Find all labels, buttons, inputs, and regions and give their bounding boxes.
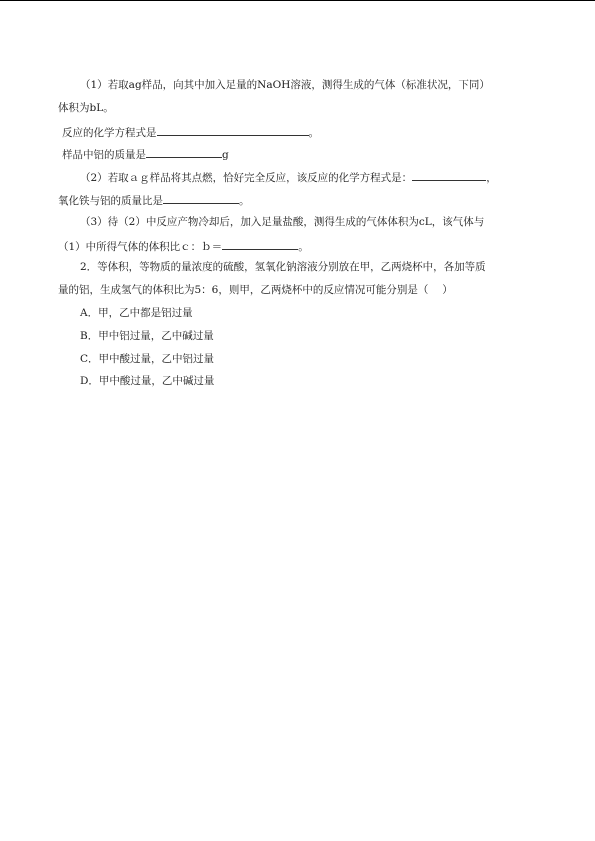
q2-line2-end: 。: [239, 195, 250, 207]
q3-line2-end: 。: [298, 241, 309, 253]
q2-line2: [58, 192, 250, 208]
q1-mass-label: 样品中铝的质量是: [62, 149, 146, 161]
q3-line1: （3）待（2）中反应产物冷却后，加入足量盐酸，测得生成的气体体积为cL，该气体与: [80, 216, 485, 228]
q2-line1-end: ，: [486, 172, 497, 184]
q2-equation-blank[interactable]: [412, 169, 486, 181]
problem2-line2: 量的铝，生成氢气的体积比为5：6，则甲，乙两烧杯中的反应情况可能分别是（ ）: [58, 284, 453, 296]
q3-line2: [58, 238, 309, 254]
q3-ratio-blank[interactable]: [222, 238, 298, 250]
q1-equation-blank[interactable]: [157, 124, 309, 136]
option-a[interactable]: A．甲，乙中都是铝过量: [80, 307, 193, 319]
q1-mass-blank[interactable]: [146, 146, 222, 158]
q2-ratio-blank[interactable]: [163, 192, 239, 204]
q1-mass-row: [62, 146, 229, 162]
q1-mass-unit: g: [222, 149, 229, 161]
q2-line1: [80, 169, 497, 185]
problem2-line1: 2．等体积，等物质的量浓度的硫酸，氢氧化钠溶液分别放在甲，乙两烧杯中，各加等质: [80, 261, 486, 273]
option-b[interactable]: B．甲中铝过量，乙中碱过量: [80, 330, 214, 342]
q3-line2-text: （1）中所得气体的体积比ｃ：ｂ＝: [58, 241, 223, 253]
q1-equation-end: 。: [308, 127, 319, 139]
option-c[interactable]: C．甲中酸过量，乙中铝过量: [80, 353, 215, 365]
q1-line2: 体积为bL。: [58, 102, 114, 114]
option-d[interactable]: D．甲中酸过量，乙中碱过量: [80, 375, 215, 387]
q2-line2-text: 氧化铁与铝的质量比是: [58, 195, 163, 207]
q1-line1: （1）若取ag样品，向其中加入足量的NaOH溶液，测得生成的气体（标准状况，下同）: [80, 79, 490, 91]
q1-equation-label: 反应的化学方程式是: [62, 127, 157, 139]
q2-line1-text: （2）若取ａｇ样品将其点燃，恰好完全反应，该反应的化学方程式是：: [80, 172, 413, 184]
q1-equation-row: [62, 124, 319, 140]
